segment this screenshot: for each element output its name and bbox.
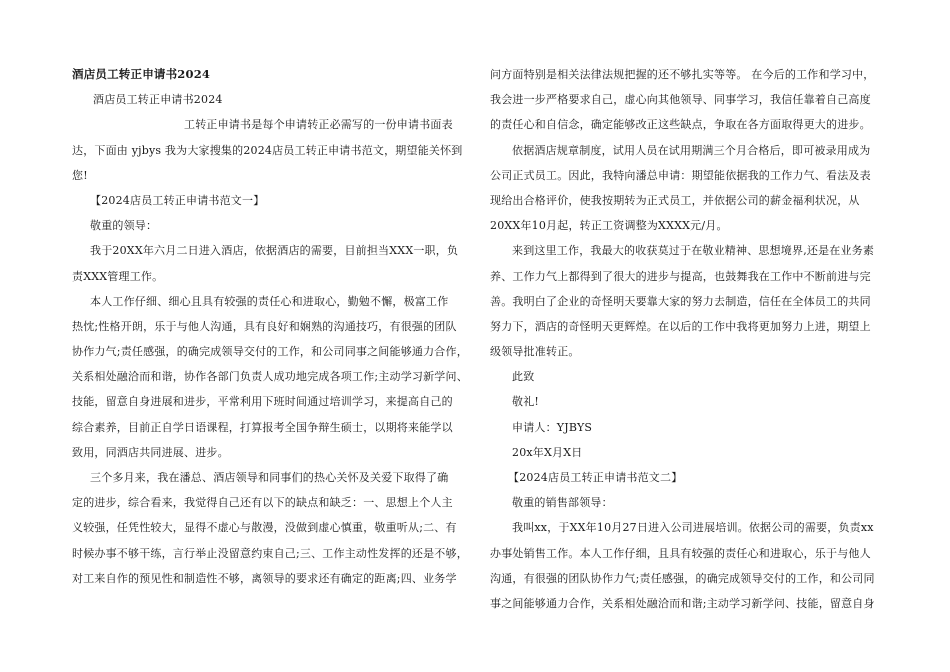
text-line: 敬重的领导：: [90, 219, 158, 233]
text-line: 本人工作仔细、细心且具有较强的责任心和进取心，勤勉不懈，极富工作: [90, 294, 449, 308]
text-line: 【2024店员工转正申请书范文一】: [90, 193, 265, 207]
text-line: 努力下，酒店的奇怪明天更辉煌。在以后的工作中我将更加努力上进，期望上: [490, 319, 871, 333]
text-line: 善。我明白了企业的奇怪明天要靠大家的努力去制造，信任在全体员工的共同: [490, 294, 871, 308]
text-line: 致用，同酒店共同进展、进步。: [72, 445, 229, 459]
text-line: 综合素养，目前正自学日语课程，打算报考全国争辩生硕士，以期将来能学以: [72, 420, 453, 434]
document-title: 酒店员工转正申请书2024: [72, 67, 211, 81]
text-line: 热忱;性格开朗，乐于与他人沟通，具有良好和娴熟的沟通技巧，有很强的团队: [72, 319, 457, 333]
text-line: 协作力气;责任感强，的确完成领导交付的工作，和公司同事之间能够通力合作，: [72, 345, 468, 359]
text-line: 问方面特别是相关法律法规把握的还不够扎实等等。 在今后的工作和学习中，: [490, 68, 875, 81]
text-line: 责XXX管理工作。: [72, 269, 164, 283]
text-line: 办事处销售工作。本人工作仔细，且具有较强的责任心和进取心，乐于与他人: [490, 546, 871, 560]
text-line: 时候办事不够干练，言行举止没留意约束自己;三、工作主动性发挥的还是不够，: [72, 546, 468, 560]
text-line: 20XX年10月起，转正工资调整为XXXX元/月。: [490, 219, 728, 233]
left-column: [72, 62, 470, 591]
text-line: 我会进一步严格要求自己，虚心向其他领导、同事学习，我信任靠着自己高度: [490, 93, 871, 107]
text-line: 我于20XX年六月二日进入酒店，依据酒店的需要，目前担当XXX一职，负: [90, 244, 459, 258]
text-line: 敬重的销售部领导：: [512, 496, 613, 510]
text-line: 工转正申请书是每个申请转正必需写的一份申请书面表: [184, 118, 453, 132]
text-line: 敬礼!: [512, 395, 540, 409]
text-line: 沟通，有很强的团队协作力气;责任感强，的确完成领导交付的工作，和公司同: [490, 571, 875, 585]
text-line: 20x年X月X日: [512, 445, 583, 459]
text-line: 酒店员工转正申请书2024: [93, 93, 223, 107]
text-line: 申请人：YJBYS: [512, 420, 593, 434]
text-line: 的责任心和自信念，确定能够改正这些缺点，争取在各方面取得更大的进步。: [490, 118, 871, 132]
text-line: 现给出合格评价，使我按期转为正式员工，并依据公司的薪金福利状况，从: [490, 193, 860, 207]
text-line: 关系相处融洽而和谐，协作各部门负责人成功地完成各项工作;主动学习新学问、: [72, 370, 468, 384]
text-line: 达，下面由 yjbys 我为大家搜集的2024店员工转正申请书范文，期望能关怀到: [72, 143, 463, 157]
text-line: 事之间能够通力合作，关系相处融洽而和谐;主动学习新学问、技能，留意自身: [490, 596, 875, 610]
text-line: 此致: [512, 370, 535, 384]
right-column: [490, 62, 882, 616]
text-line: 定的进步，综合看来，我觉得自己还有以下的缺点和缺乏：一、思想上个人主: [72, 496, 453, 510]
text-line: 【2024店员工转正申请书范文二】: [508, 471, 683, 484]
text-line: 三个多月来，我在潘总、酒店领导和同事们的热心关怀及关爱下取得了确: [90, 471, 449, 484]
text-line: 来到这里工作，我最大的收获莫过于在敬业精神、思想境界,还是在业务素: [512, 244, 875, 258]
text-line: 级领导批准转正。: [490, 345, 580, 359]
text-line: 对工来自作的预见性和制造性不够，离领导的要求还有确定的距离;四、业务学: [72, 571, 457, 585]
text-line: 养、工作力气上都得到了很大的进步与提高，也鼓舞我在工作中不断前进与完: [490, 269, 871, 283]
text-line: 公司正式员工。因此，我特向潘总申请：期望能依据我的工作力气、看法及表: [490, 168, 871, 182]
text-line: 义较强，任凭性较大，显得不虚心与散漫，没做到虚心慎重，敬重听从;二、有: [72, 521, 457, 535]
text-line: 我叫xx，于XX年10月27日进入公司进展培训。依据公司的需要，负责xx: [512, 521, 874, 535]
text-line: 您!: [72, 168, 88, 182]
text-line: 技能，留意自身进展和进步，平常利用下班时间通过培训学习，来提高自己的: [72, 395, 453, 409]
text-line: 依据酒店规章制度，试用人员在试用期满三个月合格后，即可被录用成为: [512, 143, 871, 157]
